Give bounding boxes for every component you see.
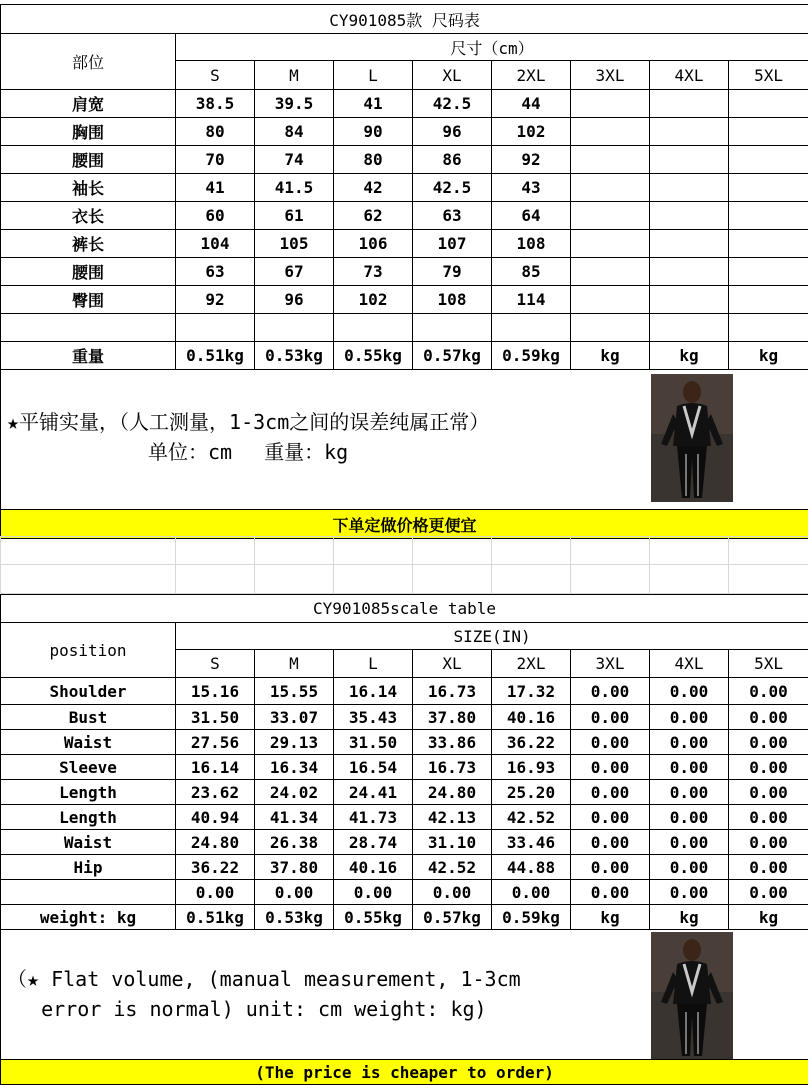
size-column-header: 5XL <box>729 650 808 678</box>
measurement-cell: 0.00 <box>729 805 808 830</box>
note-text <box>7 964 521 1024</box>
measurement-cell: 39.5 <box>255 90 334 118</box>
measurement-cell: 96 <box>255 286 334 314</box>
measurement-cell: 102 <box>334 286 413 314</box>
measurement-cell <box>650 230 729 258</box>
measurement-cell: 42.52 <box>413 855 492 880</box>
measurement-cell: 16.54 <box>334 755 413 780</box>
measurement-cell: 0.59kg <box>492 342 571 370</box>
measurement-cell: 16.34 <box>255 755 334 780</box>
measurement-cell: 40.94 <box>176 805 255 830</box>
measurement-cell: 17.32 <box>492 678 571 705</box>
measurement-cell <box>650 258 729 286</box>
measurement-cell <box>413 314 492 342</box>
measurement-cell: 43 <box>492 174 571 202</box>
measurement-cell: 41 <box>334 90 413 118</box>
measurement-cell: kg <box>650 905 729 930</box>
spreadsheet-gap <box>0 536 808 593</box>
size-column-header: L <box>334 61 413 90</box>
measurement-cell: 63 <box>413 202 492 230</box>
measurement-cell: 16.14 <box>334 678 413 705</box>
table-row <box>1 202 808 230</box>
measurement-cell <box>650 90 729 118</box>
measurement-cell <box>650 202 729 230</box>
measurement-cell <box>729 146 808 174</box>
measurement-cell <box>571 118 650 146</box>
model-photo-icon <box>651 932 733 1060</box>
size-column-header: 3XL <box>571 61 650 90</box>
table-row <box>1 678 808 705</box>
measurement-cell <box>729 202 808 230</box>
measurement-cell: 33.86 <box>413 730 492 755</box>
measurement-cell <box>571 90 650 118</box>
measurement-cell: 35.43 <box>334 705 413 730</box>
measurement-cell: 64 <box>492 202 571 230</box>
measurement-cell: 26.38 <box>255 830 334 855</box>
row-label: Waist <box>1 730 176 755</box>
row-label: Sleeve <box>1 755 176 780</box>
row-label: Shoulder <box>1 678 176 705</box>
measurement-cell <box>571 202 650 230</box>
table-row <box>1 118 808 146</box>
row-label: 胸围 <box>1 118 176 146</box>
measurement-cell: 0.00 <box>571 678 650 705</box>
measurement-cell: 40.16 <box>492 705 571 730</box>
measurement-cell <box>571 146 650 174</box>
measurement-cell: 67 <box>255 258 334 286</box>
measurement-cell: 42.13 <box>413 805 492 830</box>
note-line-1: ★平铺实量，（人工测量，1-3cm之间的误差纯属正常） <box>7 407 489 437</box>
size-column-header: 2XL <box>492 61 571 90</box>
measurement-cell: 0.00 <box>650 855 729 880</box>
measurement-cell <box>729 90 808 118</box>
row-label: Hip <box>1 855 176 880</box>
measurement-cell: 16.73 <box>413 678 492 705</box>
row-label: Length <box>1 805 176 830</box>
measurement-cell: 114 <box>492 286 571 314</box>
model-photo <box>651 932 733 1060</box>
measurement-cell <box>492 314 571 342</box>
measurement-cell: 33.46 <box>492 830 571 855</box>
size-column-header: 4XL <box>650 61 729 90</box>
row-label: 袖长 <box>1 174 176 202</box>
measurement-cell: 0.00 <box>729 880 808 905</box>
table-row <box>1 905 808 930</box>
measurement-cell: 79 <box>413 258 492 286</box>
measurement-cell: 62 <box>334 202 413 230</box>
measurement-cell: 0.00 <box>334 880 413 905</box>
table-row <box>1 705 808 730</box>
measurement-cell: 37.80 <box>255 855 334 880</box>
table-title: CY901085款 尺码表 <box>1 5 808 34</box>
measurement-cell: 0.00 <box>650 730 729 755</box>
size-column-header: 5XL <box>729 61 808 90</box>
row-label: 臀围 <box>1 286 176 314</box>
size-chart-en <box>0 594 808 1085</box>
size-table-en <box>0 594 808 1085</box>
measurement-cell: 63 <box>176 258 255 286</box>
measurement-cell: 24.80 <box>413 780 492 805</box>
size-column-header: S <box>176 61 255 90</box>
measurement-cell: 29.13 <box>255 730 334 755</box>
measurement-cell: 16.73 <box>413 755 492 780</box>
measurement-cell: 36.22 <box>176 855 255 880</box>
price-banner: (The price is cheaper to order) <box>1 1060 808 1085</box>
measurement-cell: 92 <box>492 146 571 174</box>
measurement-cell: 0.53kg <box>255 905 334 930</box>
size-column-header: 3XL <box>571 650 650 678</box>
measurement-cell: 41.34 <box>255 805 334 830</box>
measurement-cell: 0.00 <box>650 705 729 730</box>
measurement-cell: 41.73 <box>334 805 413 830</box>
measurement-cell: 80 <box>176 118 255 146</box>
measurement-cell: 0.00 <box>729 705 808 730</box>
row-label: Length <box>1 780 176 805</box>
measurement-cell: 0.00 <box>492 880 571 905</box>
measurement-cell <box>729 314 808 342</box>
measurement-cell <box>571 174 650 202</box>
measurement-cell: 15.55 <box>255 678 334 705</box>
row-label: 腰围 <box>1 258 176 286</box>
measurement-cell: 96 <box>413 118 492 146</box>
measurement-cell <box>729 286 808 314</box>
measurement-cell: kg <box>729 342 808 370</box>
row-label <box>1 314 176 342</box>
measurement-cell: 28.74 <box>334 830 413 855</box>
size-chart-cn <box>0 4 808 539</box>
table-row <box>1 855 808 880</box>
note-text <box>7 407 489 467</box>
measurement-cell: 73 <box>334 258 413 286</box>
measurement-cell: 0.00 <box>729 830 808 855</box>
measurement-cell: 41.5 <box>255 174 334 202</box>
measurement-cell: kg <box>571 342 650 370</box>
table-row <box>1 780 808 805</box>
measurement-cell: 86 <box>413 146 492 174</box>
measurement-cell: 84 <box>255 118 334 146</box>
measurement-cell: 0.57kg <box>413 905 492 930</box>
note-line-2: 单位：cm 重量：kg <box>7 437 489 467</box>
measurement-cell <box>571 314 650 342</box>
model-photo <box>651 374 733 502</box>
size-column-header: L <box>334 650 413 678</box>
measurement-cell: 36.22 <box>492 730 571 755</box>
measurement-cell: kg <box>729 905 808 930</box>
table-row <box>1 286 808 314</box>
note-line-1: （★ Flat volume, (manual measurement, 1-3cm <box>7 964 521 994</box>
measurement-cell <box>571 230 650 258</box>
measurement-cell: 33.07 <box>255 705 334 730</box>
measurement-cell: 70 <box>176 146 255 174</box>
measurement-cell: 108 <box>492 230 571 258</box>
note-cell <box>1 370 808 510</box>
measurement-cell: 16.93 <box>492 755 571 780</box>
row-label: weight: kg <box>1 905 176 930</box>
measurement-cell: 61 <box>255 202 334 230</box>
size-header: SIZE(IN) <box>176 623 808 650</box>
table-title: CY901085scale table <box>1 595 808 623</box>
measurement-cell: 80 <box>334 146 413 174</box>
table-row <box>1 880 808 905</box>
row-label: 裤长 <box>1 230 176 258</box>
measurement-cell: 0.00 <box>571 855 650 880</box>
measurement-cell: 0.55kg <box>334 342 413 370</box>
measurement-cell: 42 <box>334 174 413 202</box>
measurement-cell: 0.00 <box>729 730 808 755</box>
measurement-cell: 0.00 <box>176 880 255 905</box>
measurement-cell <box>729 230 808 258</box>
measurement-cell: 90 <box>334 118 413 146</box>
measurement-cell <box>650 286 729 314</box>
row-label: Waist <box>1 830 176 855</box>
measurement-cell: 0.00 <box>571 755 650 780</box>
part-header: 部位 <box>1 34 176 90</box>
measurement-cell: 106 <box>334 230 413 258</box>
measurement-cell <box>650 118 729 146</box>
table-row <box>1 258 808 286</box>
measurement-cell: 27.56 <box>176 730 255 755</box>
measurement-cell: kg <box>650 342 729 370</box>
measurement-cell <box>650 146 729 174</box>
measurement-cell <box>729 118 808 146</box>
note-line-2: error is normal) unit: cm weight: kg) <box>7 994 521 1024</box>
measurement-cell <box>176 314 255 342</box>
measurement-cell: 0.00 <box>729 855 808 880</box>
measurement-cell: 0.00 <box>413 880 492 905</box>
measurement-cell: 0.57kg <box>413 342 492 370</box>
table-row <box>1 830 808 855</box>
measurement-cell: 0.55kg <box>334 905 413 930</box>
measurement-cell: 107 <box>413 230 492 258</box>
measurement-cell: kg <box>571 905 650 930</box>
measurement-cell: 25.20 <box>492 780 571 805</box>
size-column-header: S <box>176 650 255 678</box>
position-header: position <box>1 623 176 678</box>
measurement-cell: 108 <box>413 286 492 314</box>
measurement-cell: 24.02 <box>255 780 334 805</box>
measurement-cell: 0.00 <box>255 880 334 905</box>
row-label: 腰围 <box>1 146 176 174</box>
measurement-cell: 0.00 <box>571 705 650 730</box>
measurement-cell <box>650 314 729 342</box>
measurement-cell: 42.5 <box>413 90 492 118</box>
table-row <box>1 342 808 370</box>
measurement-cell: 0.00 <box>650 805 729 830</box>
table-row <box>1 174 808 202</box>
measurement-cell: 0.53kg <box>255 342 334 370</box>
note-cell <box>1 930 808 1060</box>
measurement-cell: 0.00 <box>571 805 650 830</box>
measurement-cell: 0.00 <box>571 730 650 755</box>
table-row <box>1 314 808 342</box>
measurement-cell <box>650 174 729 202</box>
measurement-cell: 16.14 <box>176 755 255 780</box>
measurement-cell: 0.00 <box>650 755 729 780</box>
size-column-header: XL <box>413 61 492 90</box>
measurement-cell: 85 <box>492 258 571 286</box>
measurement-cell: 0.00 <box>571 780 650 805</box>
measurement-cell: 42.5 <box>413 174 492 202</box>
measurement-cell: 24.41 <box>334 780 413 805</box>
measurement-cell <box>729 258 808 286</box>
measurement-cell: 60 <box>176 202 255 230</box>
measurement-cell: 44 <box>492 90 571 118</box>
table-row <box>1 755 808 780</box>
price-banner: 下单定做价格更便宜 <box>1 510 808 539</box>
measurement-cell: 31.50 <box>176 705 255 730</box>
size-column-header: 4XL <box>650 650 729 678</box>
table-row <box>1 90 808 118</box>
measurement-cell: 31.10 <box>413 830 492 855</box>
measurement-cell: 44.88 <box>492 855 571 880</box>
table-row <box>1 730 808 755</box>
table-row <box>1 230 808 258</box>
size-column-header: M <box>255 650 334 678</box>
measurement-cell: 0.00 <box>650 780 729 805</box>
measurement-cell: 104 <box>176 230 255 258</box>
table-row <box>1 805 808 830</box>
measurement-cell: 37.80 <box>413 705 492 730</box>
measurement-cell: 92 <box>176 286 255 314</box>
measurement-cell: 41 <box>176 174 255 202</box>
size-column-header: M <box>255 61 334 90</box>
measurement-cell: 74 <box>255 146 334 174</box>
measurement-cell <box>571 258 650 286</box>
measurement-cell: 0.00 <box>650 678 729 705</box>
measurement-cell: 0.51kg <box>176 342 255 370</box>
measurement-cell <box>334 314 413 342</box>
measurement-cell: 0.00 <box>729 678 808 705</box>
measurement-cell <box>571 286 650 314</box>
measurement-cell: 0.59kg <box>492 905 571 930</box>
row-label: 衣长 <box>1 202 176 230</box>
row-label <box>1 880 176 905</box>
measurement-cell: 0.00 <box>650 880 729 905</box>
size-header: 尺寸（cm） <box>176 34 808 61</box>
measurement-cell <box>729 174 808 202</box>
measurement-cell: 42.52 <box>492 805 571 830</box>
measurement-cell: 102 <box>492 118 571 146</box>
row-label: Bust <box>1 705 176 730</box>
model-photo-icon <box>651 374 733 502</box>
measurement-cell: 0.00 <box>650 830 729 855</box>
measurement-cell: 24.80 <box>176 830 255 855</box>
measurement-cell: 38.5 <box>176 90 255 118</box>
measurement-cell: 15.16 <box>176 678 255 705</box>
size-table-cn <box>0 4 808 539</box>
row-label: 肩宽 <box>1 90 176 118</box>
measurement-cell: 105 <box>255 230 334 258</box>
measurement-cell: 0.00 <box>729 755 808 780</box>
size-column-header: 2XL <box>492 650 571 678</box>
measurement-cell: 0.00 <box>571 830 650 855</box>
size-column-header: XL <box>413 650 492 678</box>
measurement-cell: 40.16 <box>334 855 413 880</box>
measurement-cell: 31.50 <box>334 730 413 755</box>
measurement-cell: 23.62 <box>176 780 255 805</box>
measurement-cell <box>255 314 334 342</box>
row-label: 重量 <box>1 342 176 370</box>
measurement-cell: 0.00 <box>571 880 650 905</box>
table-row <box>1 146 808 174</box>
measurement-cell: 0.51kg <box>176 905 255 930</box>
measurement-cell: 0.00 <box>729 780 808 805</box>
